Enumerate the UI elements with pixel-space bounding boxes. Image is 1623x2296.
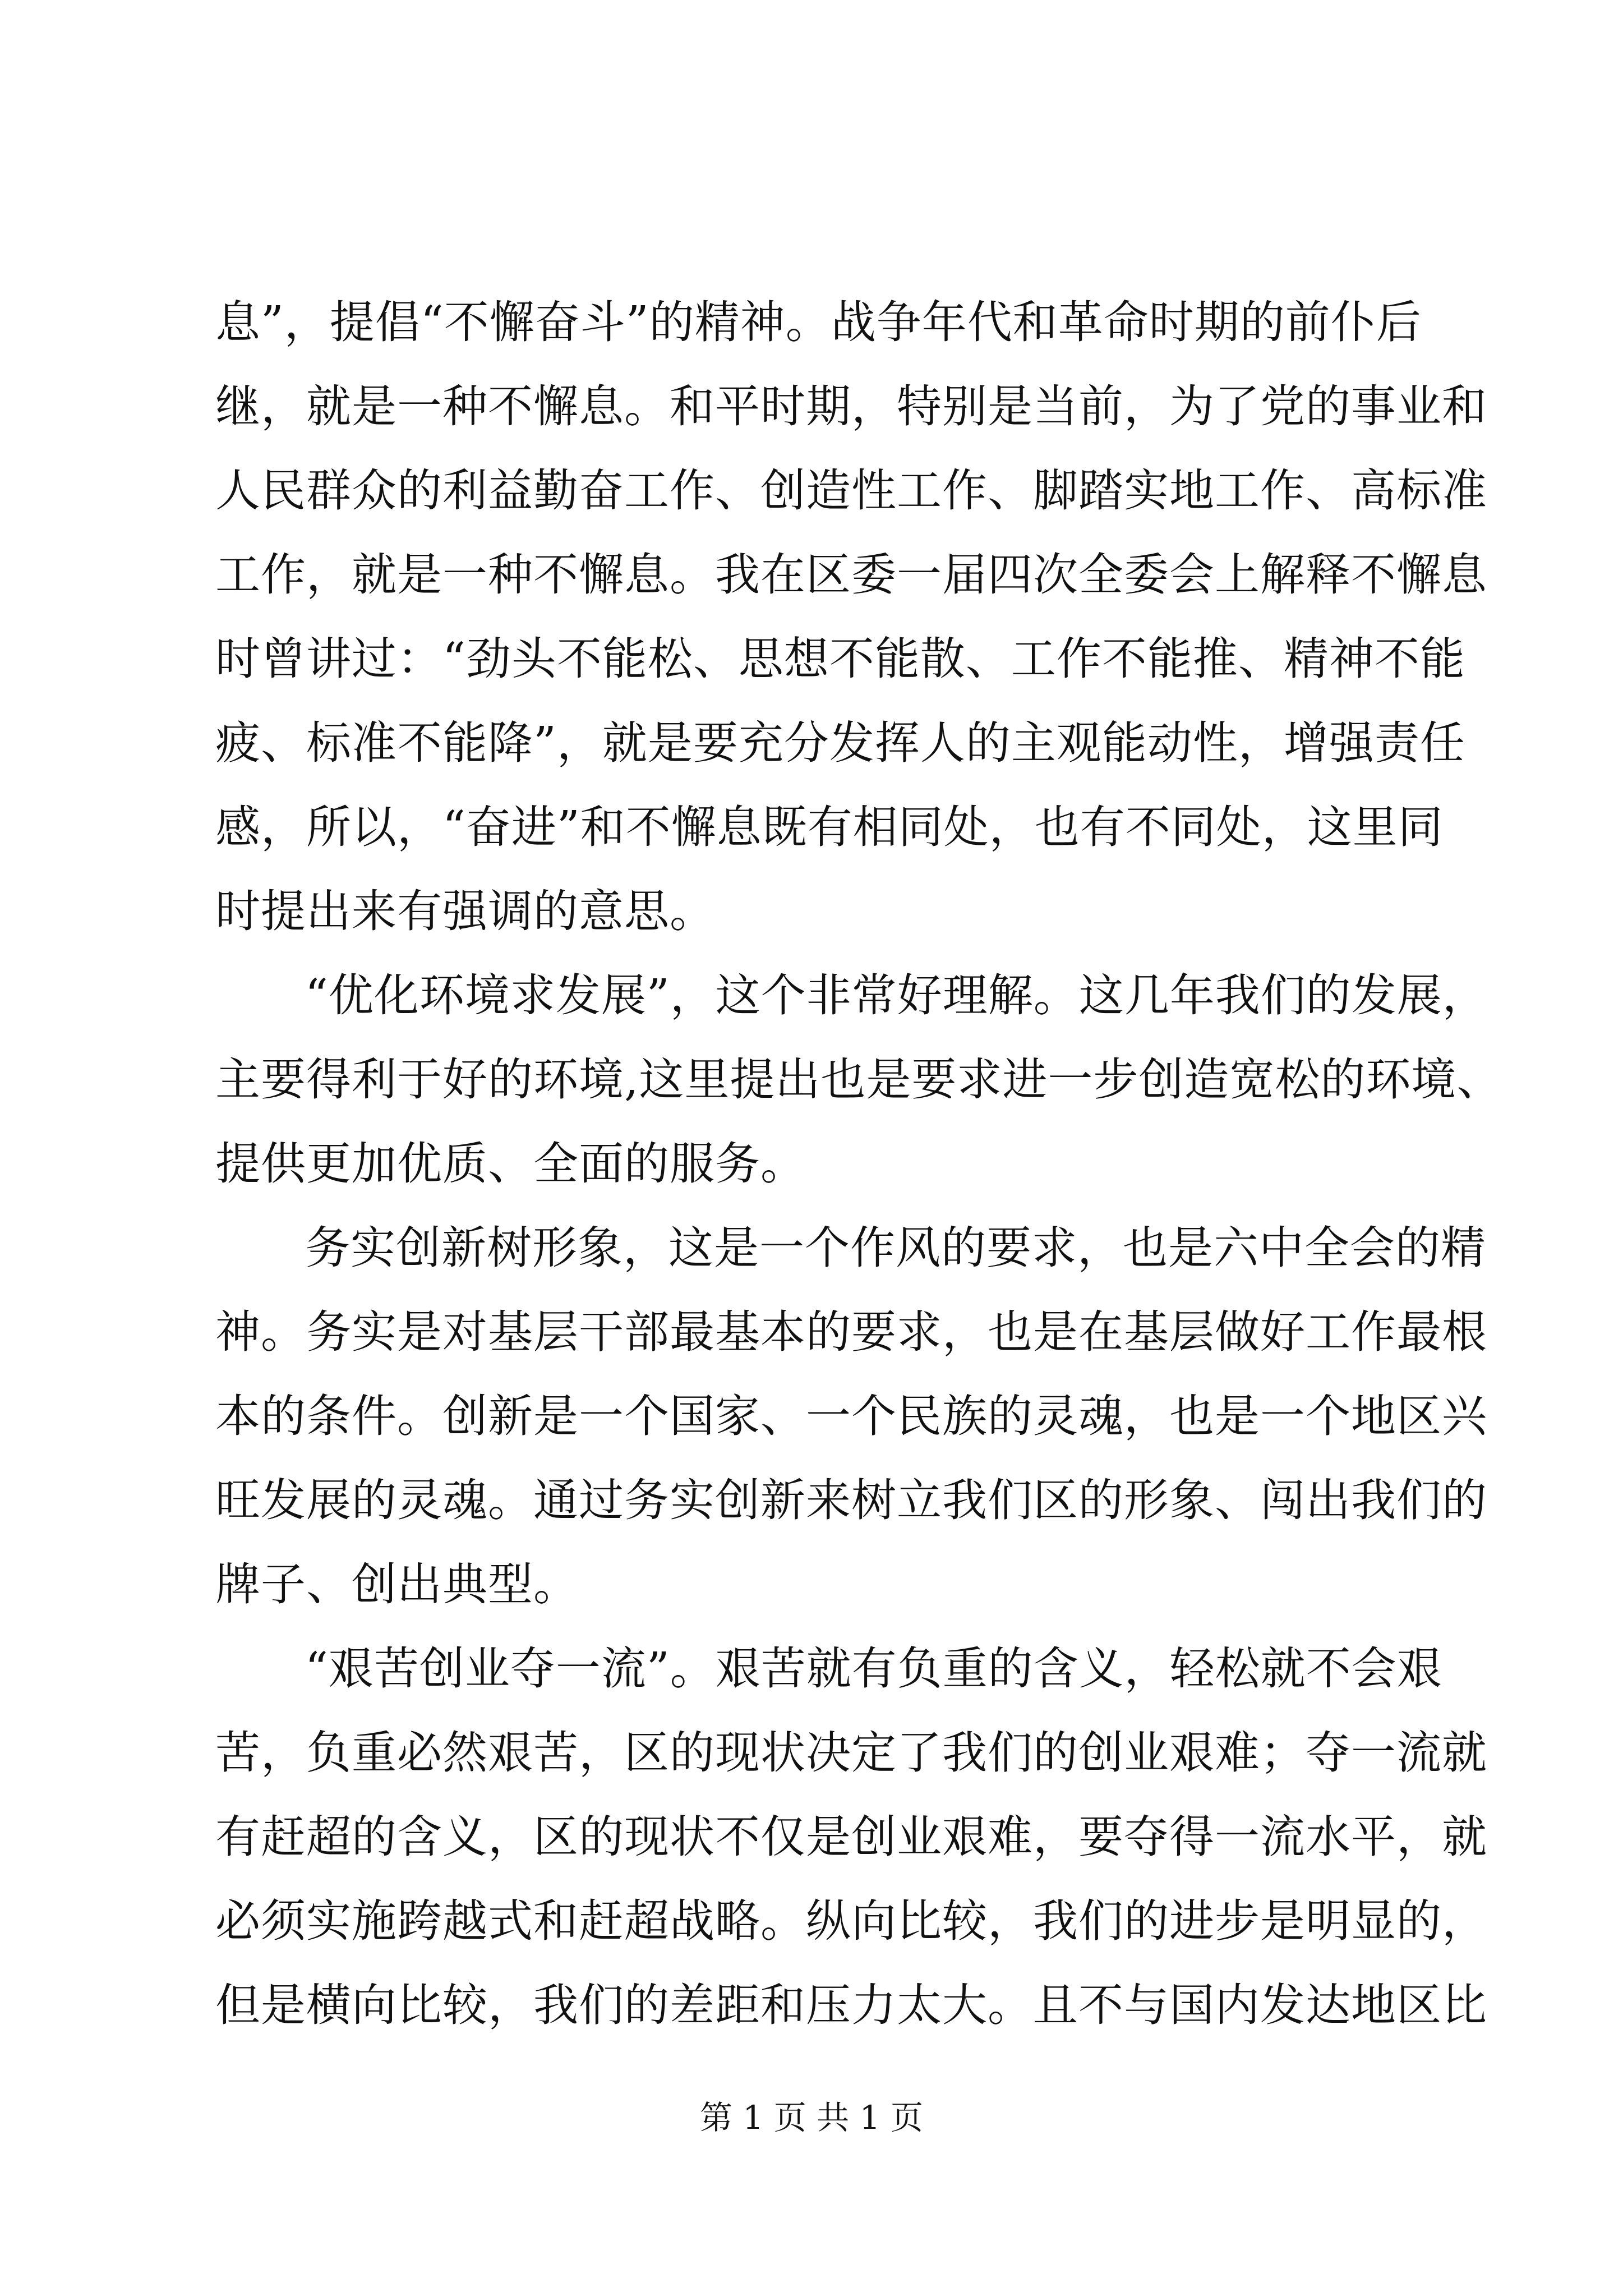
text-line: 工作，就是一种不懈息。我在区委一届四次全委会上解释不懈息 [215,549,1487,601]
text-line: 必须实施跨越式和赶超战略。纵向比较，我们的进步是明显的， [215,1895,1487,1947]
text-line: 主要得利于好的环境,这里提出也是要求进一步创造宽松的环境、 [215,1053,1502,1106]
text-line: 感，所以，“奋进”和不懈息既有相同处，也有不同处，这里同 [215,801,1444,853]
text-line: 牌子、创出典型。 [215,1558,579,1611]
text-line: 提供更加优质、全面的服务。 [215,1138,806,1190]
text-line: 神。务实是对基层干部最基本的要求，也是在基层做好工作最根 [215,1306,1487,1358]
paragraph-first-line: 务实创新树形象，这是一个作风的要求，也是六中全会的精 [305,1222,1486,1274]
body-text [215,280,1502,2047]
paragraph-first-line: “艰苦创业夺一流”。艰苦就有负重的含义，轻松就不会艰 [305,1642,1442,1695]
text-line: 苦，负重必然艰苦，区的现状决定了我们的创业艰难；夺一流就 [215,1727,1487,1779]
text-line: 疲、标准不能降”，就是要充分发挥人的主观能动性，增强责任 [215,717,1465,769]
text-line: 息”，提倡“不懈奋斗”的精神。战争年代和革命时期的前仆后 [215,296,1422,348]
page-footer [0,2095,1623,2140]
text-line: 人民群众的利益勤奋工作、创造性工作、脚踏实地工作、高标准 [215,464,1487,517]
paragraph-first-line: “优化环境求发展”，这个非常好理解。这几年我们的发展， [305,969,1488,1022]
text-line: 继，就是一种不懈息。和平时期，特别是当前，为了党的事业和 [215,380,1487,432]
page-number-label: 第 1 页 共 1 页 [700,2099,923,2137]
text-line: 时曾讲过：“劲头不能松、思想不能散、工作不能推、精神不能 [215,633,1465,685]
text-line: 本的条件。创新是一个国家、一个民族的灵魂，也是一个地区兴 [215,1390,1487,1442]
text-line: 旺发展的灵魂。通过务实创新来树立我们区的形象、闯出我们的 [215,1474,1487,1526]
text-line: 时提出来有强调的意思。 [215,885,715,937]
text-line: 但是横向比较，我们的差距和压力太大。且不与国内发达地区比 [215,1979,1487,2031]
text-line: 有赶超的含义，区的现状不仅是创业艰难，要夺得一流水平，就 [215,1811,1487,1863]
